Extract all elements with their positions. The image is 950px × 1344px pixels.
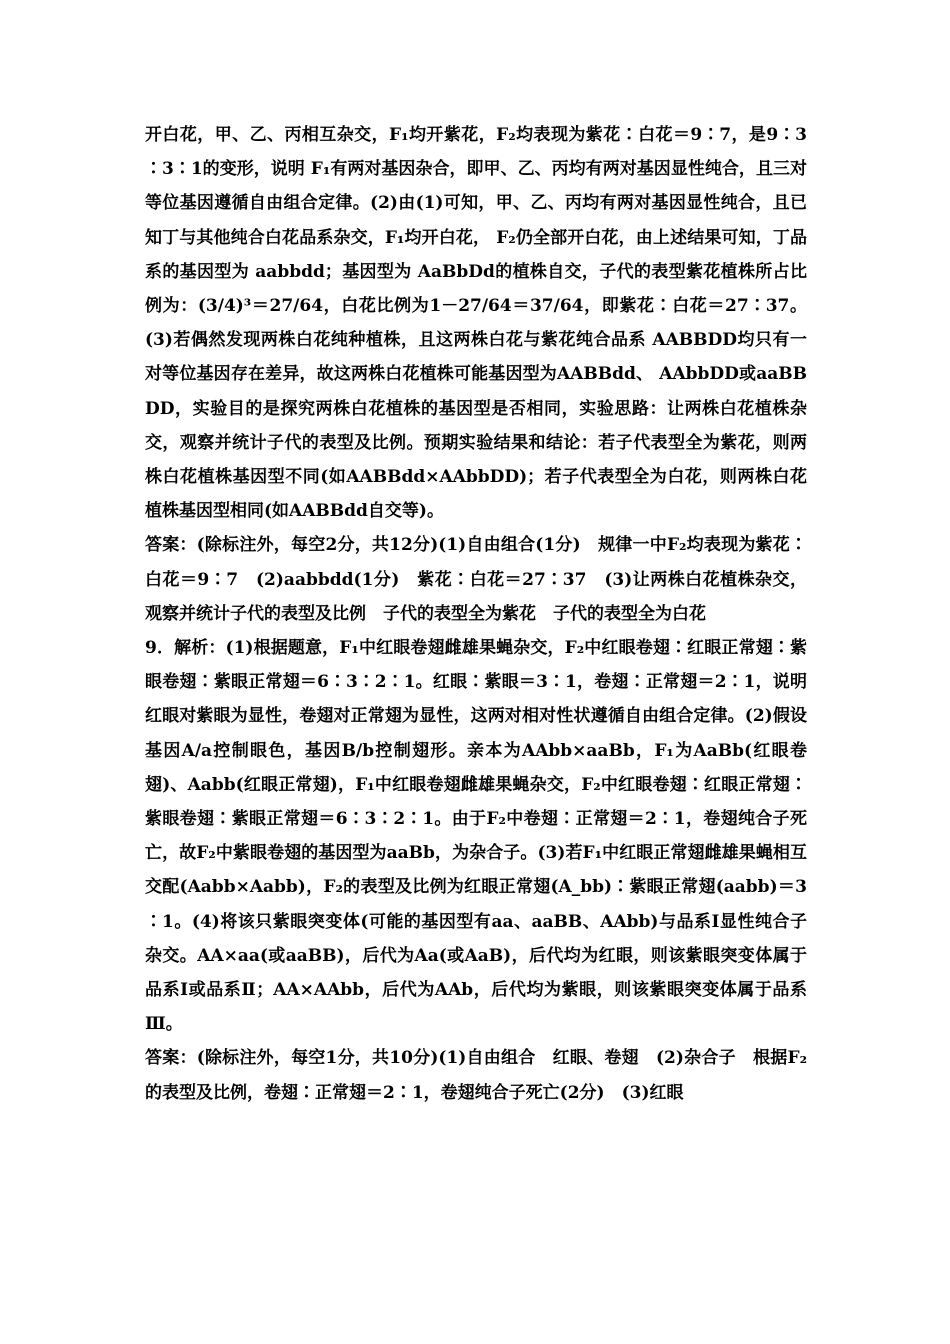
answer-paragraph-9	[145, 1041, 807, 1109]
analysis-text: (1)根据题意，F₁中红眼卷翅雌雄果蝇杂交，F₂中红眼卷翅∶红眼正常翅∶紫眼卷翅∶紫眼正常翅＝6∶3∶2∶1。红眼∶紫眼＝3∶1，卷翅∶正常翅＝2∶1，说明红眼对紫眼为显性，卷翅对正常翅为显性，这两对相对性状遵循自由组合定律。(2)假设基因A/a控制眼色，基因B/b控制翅形。亲本为AAbb×aaBb，F₁为AaBb(红眼卷翅)、Aabb(红眼正常翅)，F₁中红眼卷翅雌雄果蝇杂交，F₂中红眼卷翅∶红眼正常翅∶紫眼卷翅∶紫眼正常翅＝6∶3∶2∶1。由于F₂中卷翅∶正常翅＝2∶1，卷翅纯合子死亡，故F₂中紫眼卷翅的基因型为aaBb，为杂合子。(3)若F₁中红眼正常翅雌雄果蝇相互交配(Aabb×Aabb)，F₂的表型及比例为红眼正常翅(A_bb)∶紫眼正常翅(aabb)＝3∶1。(4)将该只紫眼突变体(可能的基因型有aa、aaBB、AAbb)与品系Ⅰ显性纯合子杂交。AA×aa(或aaBB)，后代为Aa(或AaB)，后代均为红眼，则该紫眼突变体属于品系Ⅰ或品系Ⅱ；AA×AAbb，后代为AAb，后代均为紫眼，则该紫眼突变体属于品系Ⅲ。	[145, 638, 807, 1035]
analysis-paragraph-9	[145, 631, 807, 1041]
answer-paragraph-8	[145, 528, 807, 631]
question-9-label: 9．解析：	[145, 638, 226, 659]
paragraph-text: 开白花，甲、乙、丙相互杂交，F₁均开紫花，F₂均表现为紫花∶白花＝9∶7，是9∶3∶3∶1的变形，说明 F₁有两对基因杂合，即甲、乙、丙均有两对基因显性纯合，且三对等位基因遵循自由组合定律。(2)由(1)可知，甲、乙、丙均有两对基因显性纯合，且已知丁与其他纯合白花品系杂交，F₁均开白花， F₂仍全部开白花，由上述结果可知，丁品系的基因型为 aabbdd；基因型为 AaBbDd的植株自交，子代的表型紫花植株所占比例为：(3/4)³＝27/64，白花比例为1－27/64＝37/64，即紫花∶白花＝27∶37。(3)若偶然发现两株白花纯种植株，且这两株白花与紫花纯合品系 AABBDD均只有一对等位基因存在差异，故这两株白花植株可能基因型为AABBdd、 AAbbDD或aaBBDD，实验目的是探究两株白花植株的基因型是否相同，实验思路：让两株白花植株杂交，观察并统计子代的表型及比例。预期实验结果和结论：若子代表型全为紫花，则两株白花植株基因型不同(如AABBdd×AAbbDD)；若子代表型全为白花，则两株白花植株基因型相同(如AABBdd自交等)。	[145, 125, 807, 522]
answer-text: (除标注外，每空2分，共12分)(1)自由组合(1分) 规律一中F₂均表现为紫花∶白花＝9∶7 (2)aabbdd(1分) 紫花∶白花＝27∶37 (3)让两株白花植株杂交，观察并统计子代的表型及比例 子代的表型全为紫花 子代的表型全为白花	[145, 535, 807, 624]
answer-label: 答案：	[145, 535, 197, 556]
answer-text: (除标注外，每空1分，共10分)(1)自由组合 红眼、卷翅 (2)杂合子 根据F₂的表型及比例，卷翅∶正常翅＝2∶1，卷翅纯合子死亡(2分) (3)红眼	[145, 1048, 808, 1103]
analysis-paragraph-8	[145, 118, 807, 528]
document-page	[145, 118, 807, 1110]
answer-label: 答案：	[145, 1048, 197, 1069]
